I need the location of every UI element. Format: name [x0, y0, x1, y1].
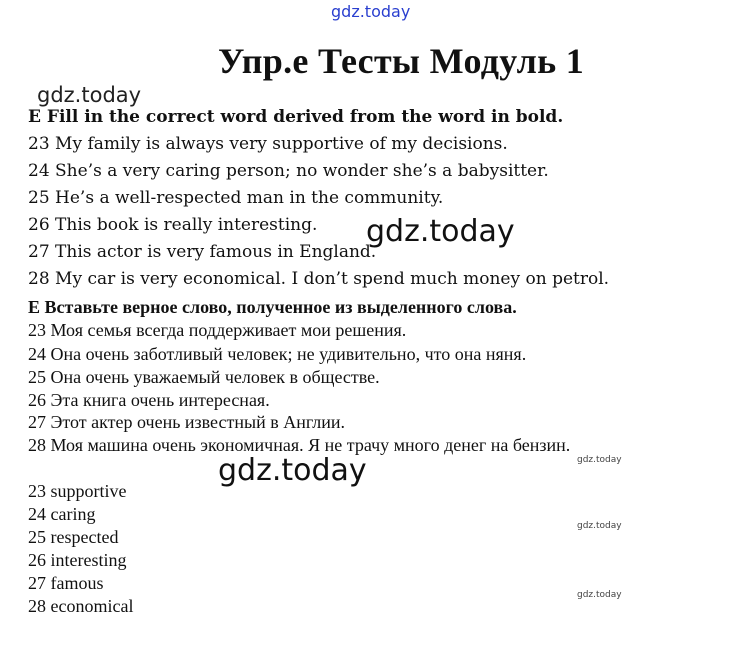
- russian-task-heading: Е Вставьте верное слово, полученное из выделенного слова.: [28, 297, 517, 317]
- russian-line: 28 Моя машина очень экономичная. Я не трачу много денег на бензин.: [28, 435, 571, 455]
- english-task-heading: E Fill in the correct word derived from the word in bold.: [28, 107, 564, 127]
- english-line: 28 My car is very economical. I don’t spend much money on petrol.: [28, 269, 610, 289]
- answer-line: 27 famous: [28, 573, 104, 593]
- russian-line: 24 Она очень заботливый человек; не удивительно, что она няня.: [28, 344, 527, 364]
- russian-line: 23 Моя семья всегда поддерживает мои решения.: [28, 320, 407, 340]
- page-title: Упр.е Тесты Модуль 1: [218, 41, 585, 81]
- answer-line: 28 economical: [28, 596, 134, 616]
- watermark-small: gdz.today: [577, 521, 622, 531]
- watermark-center: gdz.today: [366, 214, 515, 249]
- watermark-small: gdz.today: [577, 455, 622, 465]
- answer-line: 26 interesting: [28, 550, 127, 570]
- russian-line: 26 Эта книга очень интересная.: [28, 390, 270, 410]
- english-line: 23 My family is always very supportive of my decisions.: [28, 134, 508, 154]
- english-line: 26 This book is really interesting.: [28, 215, 318, 235]
- answer-line: 25 respected: [28, 527, 119, 547]
- russian-line: 27 Этот актер очень известный в Англии.: [28, 412, 346, 432]
- english-line: 24 She’s a very caring person; no wonder she’s a babysitter.: [28, 161, 549, 181]
- answer-line: 23 supportive: [28, 481, 127, 501]
- russian-line: 25 Она очень уважаемый человек в обществе.: [28, 367, 380, 387]
- watermark-small: gdz.today: [577, 590, 622, 600]
- watermark-left: gdz.today: [37, 83, 142, 107]
- watermark-middle: gdz.today: [218, 453, 367, 488]
- watermark-top: gdz.today: [331, 2, 411, 21]
- english-line: 25 He’s a well-respected man in the community.: [28, 188, 444, 208]
- english-line: 27 This actor is very famous in England.: [28, 242, 377, 262]
- answer-line: 24 caring: [28, 504, 96, 524]
